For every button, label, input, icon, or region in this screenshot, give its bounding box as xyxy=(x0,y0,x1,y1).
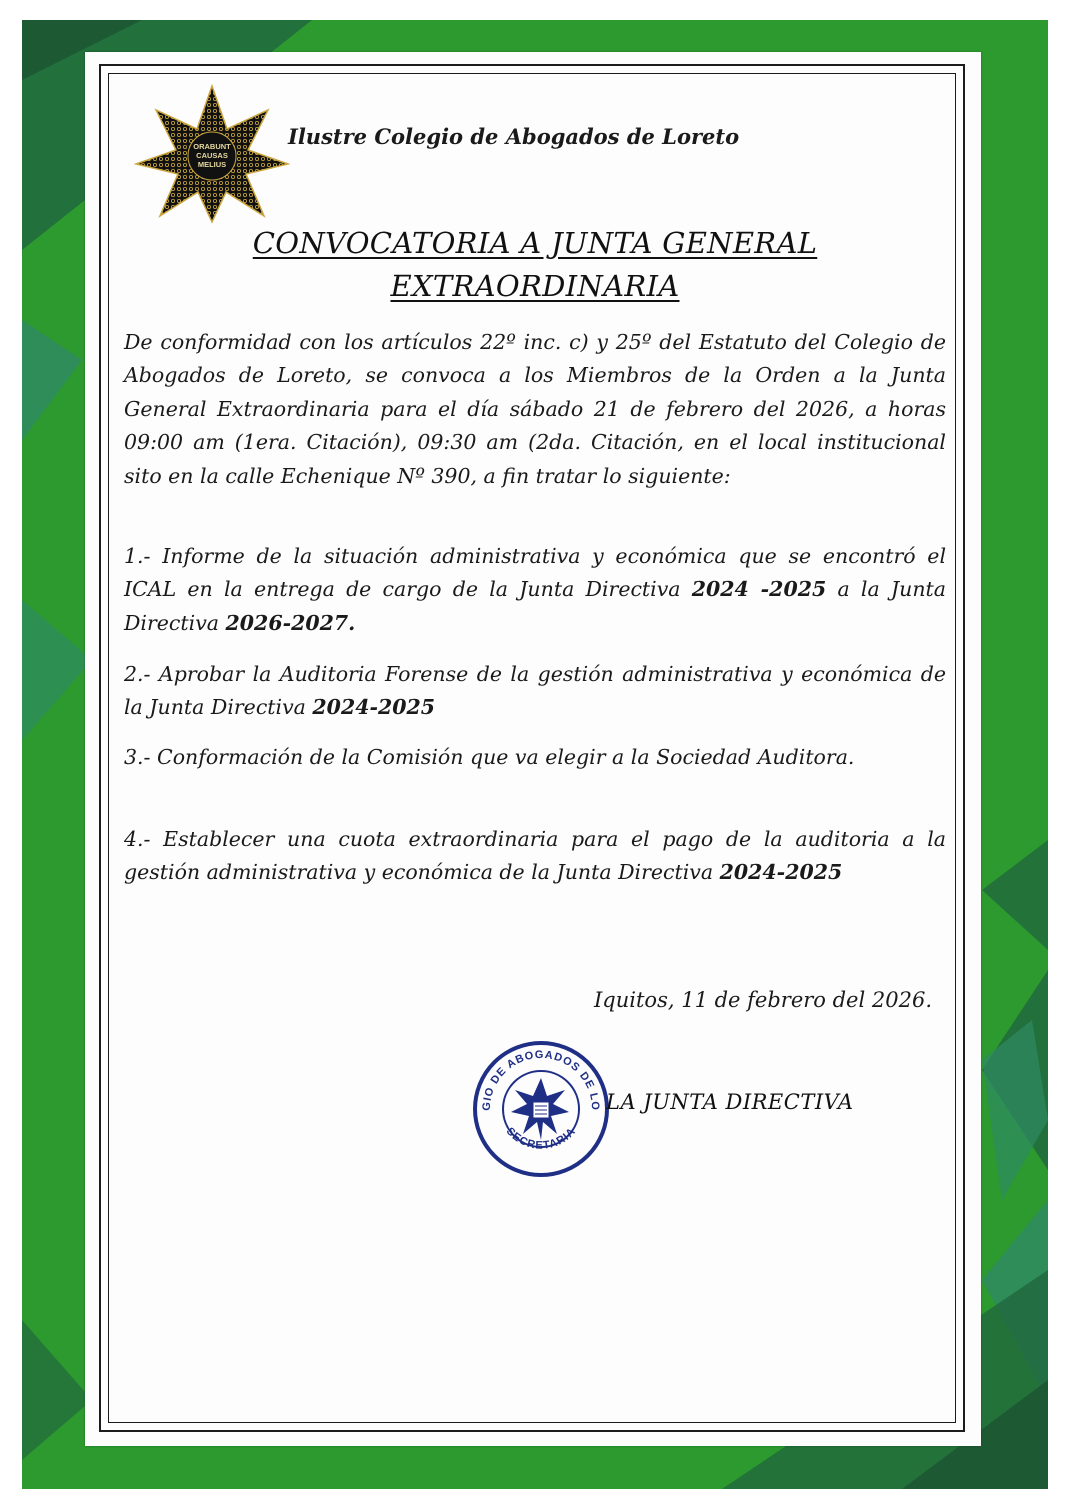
signature-junta-directiva: LA JUNTA DIRECTIVA xyxy=(606,1090,854,1114)
agenda-item-4-period: 2024-2025 xyxy=(719,860,843,885)
agenda-item-3-text: 3.- Conformación de la Comisión que va elegir a la Sociedad Auditora. xyxy=(124,745,855,769)
agenda-item-4-text: 4.- Establecer una cuota extraordinaria para el pago de la auditoria a la gestión administrativa y económica de la Junta Directiva xyxy=(124,827,946,885)
agenda-item-1-period-after: 2026-2027. xyxy=(225,610,356,635)
agenda-item-2 xyxy=(124,658,946,725)
title-line-1: CONVOCATORIA A JUNTA GENERAL xyxy=(252,226,818,260)
stamp-bottom-text: SECRETARIA xyxy=(503,1125,579,1152)
agenda-item-4 xyxy=(124,823,946,890)
secretaria-seal-stamp-icon xyxy=(470,1038,612,1180)
title-line-2: EXTRAORDINARIA xyxy=(390,269,680,303)
intro-paragraph: De conformidad con los artículos 22º inc. c) y 25º del Estatuto del Colegio de Abogados de Loreto, se convoca a los Miembros de la Orden a la Junta General Extraordinaria para el día sábado 21 de febrero del 2026, a horas 09:00 am (1era. Citación), 09:30 am (2da. Citación, en el local institucional sito en la calle Echenique Nº 390, a fin tratar lo siguiente: xyxy=(124,330,946,488)
agenda-item-1-text: 1.- Informe de la situación administrativa y económica que se encontró el ICAL en la entrega de cargo de la Junta Directiva xyxy=(124,544,946,602)
agenda-item-1 xyxy=(124,540,946,640)
agenda-item-2-text: 2.- Aprobar la Auditoria Forense de la gestión administrativa y económica de la Junta Directiva xyxy=(124,662,946,720)
agenda-item-1-text-after: a la Junta Directiva xyxy=(124,577,946,635)
document-title xyxy=(120,222,950,308)
agenda-item-2-period: 2024-2025 xyxy=(312,695,436,720)
logo-motto-1: ORABUNT xyxy=(193,142,231,151)
logo-motto-2: CAUSAS xyxy=(196,151,228,160)
logo-motto-3: MELIUS xyxy=(197,160,227,169)
gold-star-seal-icon xyxy=(134,84,290,224)
place-and-date: Iquitos, 11 de febrero del 2026. xyxy=(594,988,932,1012)
stamp-ring-text: GIO DE ABOGADOS DE LO xyxy=(480,1048,602,1112)
organization-name: Ilustre Colegio de Abogados de Loreto xyxy=(288,124,740,149)
agenda-item-1-period: 2024 -2025 xyxy=(691,577,827,602)
agenda-item-3 xyxy=(124,741,946,774)
